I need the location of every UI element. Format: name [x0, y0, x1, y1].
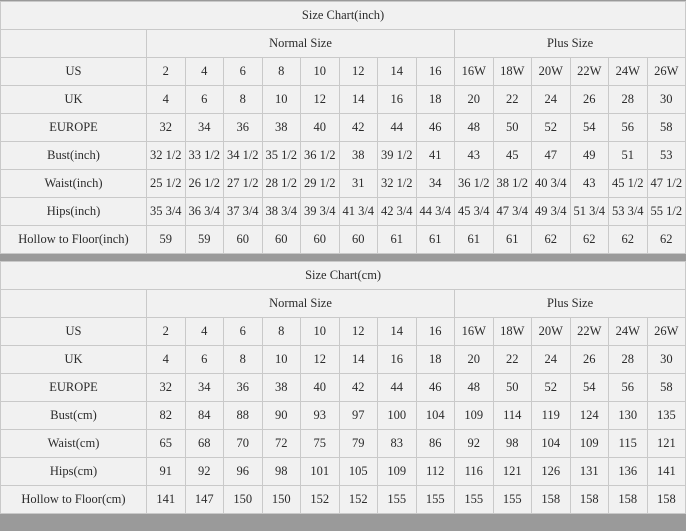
- cell: 155: [493, 486, 532, 514]
- cell: 46: [416, 114, 455, 142]
- cell: 38 1/2: [493, 170, 532, 198]
- cell: 121: [493, 458, 532, 486]
- cell: 36 1/2: [455, 170, 494, 198]
- cell: 18W: [493, 58, 532, 86]
- cell: 27 1/2: [224, 170, 263, 198]
- chart-title: Size Chart(inch): [1, 2, 686, 30]
- table-row: [1, 170, 686, 198]
- cell: 49: [570, 142, 609, 170]
- cell: 61: [455, 226, 494, 254]
- row-label-bust: Bust(inch): [1, 142, 147, 170]
- cell: 51 3/4: [570, 198, 609, 226]
- cell: 109: [378, 458, 417, 486]
- cell: 8: [224, 346, 263, 374]
- table-row: [1, 58, 686, 86]
- cell: 34: [416, 170, 455, 198]
- cell: 152: [301, 486, 340, 514]
- size-chart-inch-block: [0, 1, 686, 254]
- cell: 62: [647, 226, 686, 254]
- cell: 16: [378, 86, 417, 114]
- cell: 24W: [609, 318, 648, 346]
- cell: 104: [416, 402, 455, 430]
- cell: 54: [570, 374, 609, 402]
- cell: 18: [416, 346, 455, 374]
- cell: 12: [301, 346, 340, 374]
- row-label-us: US: [1, 58, 147, 86]
- cell: 40: [301, 374, 340, 402]
- cell: 12: [339, 318, 378, 346]
- group-header-plus-size: Plus Size: [455, 30, 686, 58]
- cell: 38: [262, 374, 301, 402]
- cell: 56: [609, 374, 648, 402]
- cell: 38: [339, 142, 378, 170]
- corner-cell: [1, 30, 147, 58]
- cell: 32: [147, 374, 186, 402]
- cell: 158: [647, 486, 686, 514]
- cell: 61: [493, 226, 532, 254]
- cell: 38 3/4: [262, 198, 301, 226]
- cell: 2: [147, 318, 186, 346]
- cell: 26W: [647, 318, 686, 346]
- cell: 48: [455, 114, 494, 142]
- cell: 14: [378, 318, 417, 346]
- table-group-row: [1, 30, 686, 58]
- cell: 61: [416, 226, 455, 254]
- cell: 18W: [493, 318, 532, 346]
- cell: 10: [262, 86, 301, 114]
- group-header-normal-size: Normal Size: [147, 290, 455, 318]
- cell: 22: [493, 346, 532, 374]
- row-label-europe: EUROPE: [1, 374, 147, 402]
- cell: 28 1/2: [262, 170, 301, 198]
- cell: 68: [185, 430, 224, 458]
- cell: 31: [339, 170, 378, 198]
- cell: 98: [493, 430, 532, 458]
- cell: 100: [378, 402, 417, 430]
- cell: 8: [224, 86, 263, 114]
- cell: 46: [416, 374, 455, 402]
- cell: 150: [224, 486, 263, 514]
- row-label-hips: Hips(cm): [1, 458, 147, 486]
- cell: 6: [224, 318, 263, 346]
- cell: 26: [570, 86, 609, 114]
- cell: 155: [455, 486, 494, 514]
- cell: 59: [147, 226, 186, 254]
- cell: 45: [493, 142, 532, 170]
- cell: 60: [224, 226, 263, 254]
- cell: 93: [301, 402, 340, 430]
- group-header-normal-size: Normal Size: [147, 30, 455, 58]
- row-label-hips: Hips(inch): [1, 198, 147, 226]
- table-row: [1, 318, 686, 346]
- cell: 114: [493, 402, 532, 430]
- row-label-bust: Bust(cm): [1, 402, 147, 430]
- cell: 84: [185, 402, 224, 430]
- cell: 61: [378, 226, 417, 254]
- cell: 116: [455, 458, 494, 486]
- cell: 49 3/4: [532, 198, 571, 226]
- cell: 39 3/4: [301, 198, 340, 226]
- cell: 48: [455, 374, 494, 402]
- cell: 52: [532, 374, 571, 402]
- cell: 8: [262, 318, 301, 346]
- cell: 62: [532, 226, 571, 254]
- table-row: [1, 402, 686, 430]
- cell: 4: [185, 58, 224, 86]
- cell: 28: [609, 86, 648, 114]
- group-header-plus-size: Plus Size: [455, 290, 686, 318]
- cell: 147: [185, 486, 224, 514]
- cell: 33 1/2: [185, 142, 224, 170]
- cell: 155: [416, 486, 455, 514]
- cell: 86: [416, 430, 455, 458]
- cell: 20W: [532, 318, 571, 346]
- cell: 32 1/2: [147, 142, 186, 170]
- cell: 44 3/4: [416, 198, 455, 226]
- cell: 60: [301, 226, 340, 254]
- cell: 158: [570, 486, 609, 514]
- cell: 10: [301, 58, 340, 86]
- cell: 32: [147, 114, 186, 142]
- size-chart-page: [0, 1, 686, 531]
- cell: 16W: [455, 58, 494, 86]
- cell: 98: [262, 458, 301, 486]
- cell: 62: [609, 226, 648, 254]
- table-row: [1, 486, 686, 514]
- row-label-hollow-to-floor: Hollow to Floor(inch): [1, 226, 147, 254]
- cell: 70: [224, 430, 263, 458]
- cell: 12: [301, 86, 340, 114]
- cell: 6: [224, 58, 263, 86]
- cell: 26 1/2: [185, 170, 224, 198]
- cell: 109: [455, 402, 494, 430]
- cell: 6: [185, 86, 224, 114]
- cell: 40: [301, 114, 340, 142]
- table-row: [1, 430, 686, 458]
- cell: 52: [532, 114, 571, 142]
- cell: 37 3/4: [224, 198, 263, 226]
- cell: 16W: [455, 318, 494, 346]
- table-row: [1, 226, 686, 254]
- cell: 47: [532, 142, 571, 170]
- cell: 42: [339, 114, 378, 142]
- cell: 155: [378, 486, 417, 514]
- cell: 53 3/4: [609, 198, 648, 226]
- cell: 35 3/4: [147, 198, 186, 226]
- table-group-row: [1, 290, 686, 318]
- cell: 158: [532, 486, 571, 514]
- cell: 24W: [609, 58, 648, 86]
- cell: 97: [339, 402, 378, 430]
- cell: 8: [262, 58, 301, 86]
- cell: 62: [570, 226, 609, 254]
- cell: 135: [647, 402, 686, 430]
- cell: 92: [185, 458, 224, 486]
- cell: 136: [609, 458, 648, 486]
- cell: 50: [493, 114, 532, 142]
- cell: 26: [570, 346, 609, 374]
- cell: 141: [147, 486, 186, 514]
- cell: 72: [262, 430, 301, 458]
- row-label-europe: EUROPE: [1, 114, 147, 142]
- cell: 16: [416, 318, 455, 346]
- cell: 45 1/2: [609, 170, 648, 198]
- cell: 28: [609, 346, 648, 374]
- table-row: [1, 198, 686, 226]
- cell: 131: [570, 458, 609, 486]
- cell: 43: [570, 170, 609, 198]
- cell: 36: [224, 374, 263, 402]
- cell: 92: [455, 430, 494, 458]
- cell: 14: [339, 346, 378, 374]
- cell: 60: [262, 226, 301, 254]
- row-label-us: US: [1, 318, 147, 346]
- cell: 22W: [570, 58, 609, 86]
- cell: 141: [647, 458, 686, 486]
- cell: 115: [609, 430, 648, 458]
- size-chart-cm-block: [0, 261, 686, 514]
- chart-title: Size Chart(cm): [1, 262, 686, 290]
- cell: 39 1/2: [378, 142, 417, 170]
- cell: 12: [339, 58, 378, 86]
- cell: 26W: [647, 58, 686, 86]
- cell: 88: [224, 402, 263, 430]
- row-label-hollow-to-floor: Hollow to Floor(cm): [1, 486, 147, 514]
- cell: 56: [609, 114, 648, 142]
- cell: 42 3/4: [378, 198, 417, 226]
- cell: 10: [262, 346, 301, 374]
- row-label-waist: Waist(inch): [1, 170, 147, 198]
- cell: 34: [185, 114, 224, 142]
- corner-cell: [1, 290, 147, 318]
- cell: 24: [532, 86, 571, 114]
- cell: 35 1/2: [262, 142, 301, 170]
- cell: 119: [532, 402, 571, 430]
- cell: 90: [262, 402, 301, 430]
- cell: 50: [493, 374, 532, 402]
- cell: 45 3/4: [455, 198, 494, 226]
- cell: 47 1/2: [647, 170, 686, 198]
- cell: 82: [147, 402, 186, 430]
- cell: 130: [609, 402, 648, 430]
- cell: 14: [378, 58, 417, 86]
- row-label-waist: Waist(cm): [1, 430, 147, 458]
- size-chart-cm-table: [0, 261, 686, 514]
- cell: 4: [147, 86, 186, 114]
- cell: 54: [570, 114, 609, 142]
- cell: 126: [532, 458, 571, 486]
- cell: 44: [378, 114, 417, 142]
- cell: 124: [570, 402, 609, 430]
- table-row: [1, 86, 686, 114]
- cell: 60: [339, 226, 378, 254]
- cell: 58: [647, 114, 686, 142]
- cell: 36: [224, 114, 263, 142]
- table-row: [1, 346, 686, 374]
- cell: 41 3/4: [339, 198, 378, 226]
- cell: 20: [455, 86, 494, 114]
- size-chart-inch-table: [0, 1, 686, 254]
- cell: 59: [185, 226, 224, 254]
- cell: 150: [262, 486, 301, 514]
- cell: 75: [301, 430, 340, 458]
- cell: 2: [147, 58, 186, 86]
- cell: 16: [416, 58, 455, 86]
- cell: 105: [339, 458, 378, 486]
- cell: 24: [532, 346, 571, 374]
- cell: 36 3/4: [185, 198, 224, 226]
- cell: 53: [647, 142, 686, 170]
- cell: 4: [185, 318, 224, 346]
- cell: 42: [339, 374, 378, 402]
- cell: 36 1/2: [301, 142, 340, 170]
- cell: 29 1/2: [301, 170, 340, 198]
- cell: 55 1/2: [647, 198, 686, 226]
- cell: 18: [416, 86, 455, 114]
- cell: 20W: [532, 58, 571, 86]
- cell: 30: [647, 86, 686, 114]
- row-label-uk: UK: [1, 346, 147, 374]
- cell: 109: [570, 430, 609, 458]
- cell: 83: [378, 430, 417, 458]
- cell: 101: [301, 458, 340, 486]
- cell: 58: [647, 374, 686, 402]
- cell: 40 3/4: [532, 170, 571, 198]
- cell: 30: [647, 346, 686, 374]
- cell: 22: [493, 86, 532, 114]
- cell: 6: [185, 346, 224, 374]
- cell: 44: [378, 374, 417, 402]
- table-row: [1, 114, 686, 142]
- table-row: [1, 374, 686, 402]
- cell: 22W: [570, 318, 609, 346]
- cell: 14: [339, 86, 378, 114]
- cell: 34 1/2: [224, 142, 263, 170]
- table-row: [1, 142, 686, 170]
- cell: 96: [224, 458, 263, 486]
- cell: 38: [262, 114, 301, 142]
- cell: 51: [609, 142, 648, 170]
- cell: 34: [185, 374, 224, 402]
- table-title-row: [1, 2, 686, 30]
- cell: 158: [609, 486, 648, 514]
- cell: 121: [647, 430, 686, 458]
- cell: 65: [147, 430, 186, 458]
- cell: 91: [147, 458, 186, 486]
- cell: 104: [532, 430, 571, 458]
- cell: 47 3/4: [493, 198, 532, 226]
- row-label-uk: UK: [1, 86, 147, 114]
- cell: 16: [378, 346, 417, 374]
- cell: 41: [416, 142, 455, 170]
- cell: 152: [339, 486, 378, 514]
- cell: 79: [339, 430, 378, 458]
- cell: 20: [455, 346, 494, 374]
- table-title-row: [1, 262, 686, 290]
- cell: 32 1/2: [378, 170, 417, 198]
- cell: 25 1/2: [147, 170, 186, 198]
- cell: 112: [416, 458, 455, 486]
- table-row: [1, 458, 686, 486]
- cell: 4: [147, 346, 186, 374]
- cell: 10: [301, 318, 340, 346]
- cell: 43: [455, 142, 494, 170]
